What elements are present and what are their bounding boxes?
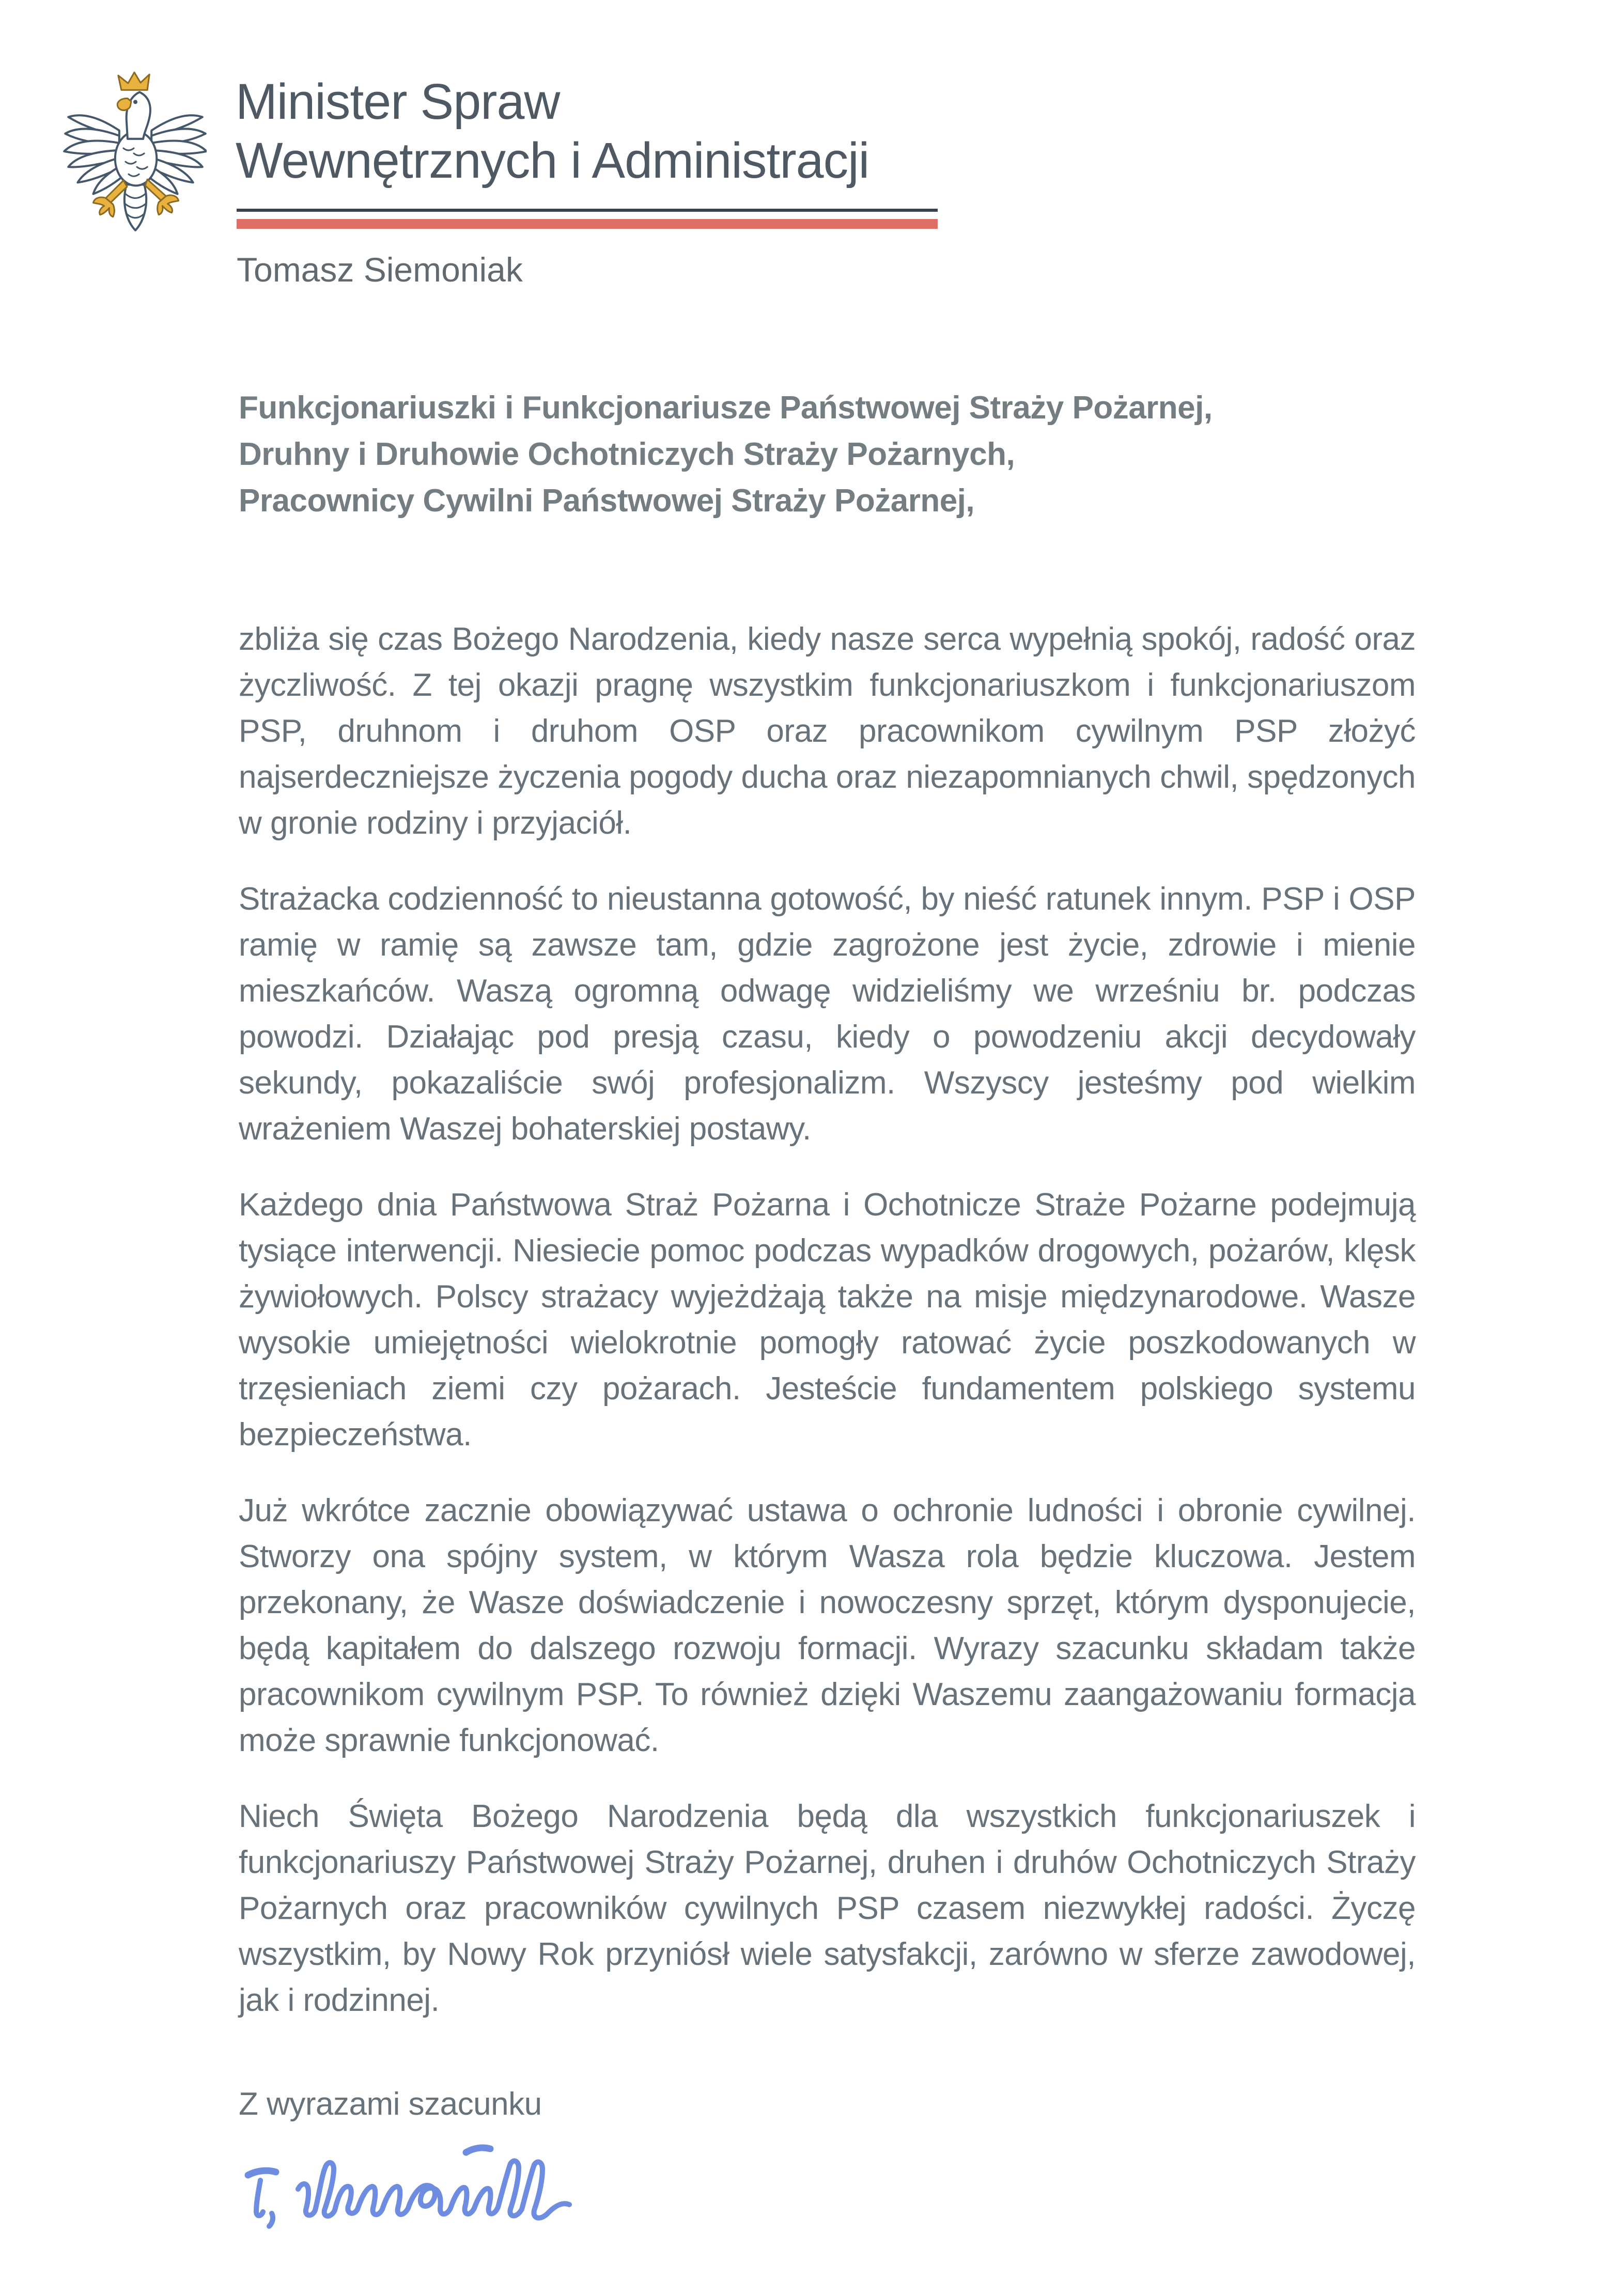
letter-paragraphs <box>239 616 1416 2023</box>
salutation-line: Druhny i Druhowie Ochotniczych Straży Pożarnych, <box>239 436 1015 472</box>
polish-eagle-coat-of-arms-icon <box>61 69 207 241</box>
paragraph: Każdego dnia Państwowa Straż Pożarna i Ochotnicze Straże Pożarne podejmują tysiące interwencji. Niesiecie pomoc podczas wypadków drogowych, pożarów, klęsk żywiołowych. Polscy strażacy wyjeżdżają także na misje międzynarodowe. Wasze wysokie umiejętności wielokrotnie pomogły ratować życie poszkodowanych w trzęsieniach ziemi czy pożarach. Jesteście fundamentem polskiego systemu bezpieczeństwa. <box>239 1187 1416 1452</box>
letter-body <box>239 385 1416 2233</box>
ministry-title-line-1: Minister Spraw <box>236 73 560 130</box>
ministry-title-line-2: Wewnętrznych i Administracji <box>236 132 869 189</box>
letterhead-rules <box>237 209 938 229</box>
salutation <box>239 385 1416 524</box>
paragraph: Już wkrótce zacznie obowiązywać ustawa o ochronie ludności i obronie cywilnej. Stworzy ona spójny system, w którym Wasza rola będzie kluczowa. Jestem przekonany, że Wasze doświadczenie i nowoczesny sprzęt, którym dysponujecie, będą kapitałem do dalszego rozwoju formacji. Wyrazy szacunku składam także pracownikom cywilnym PSP. To również dzięki Waszemu zaangażowaniu formacja może sprawnie funkcjonować. <box>239 1493 1416 1758</box>
salutation-line: Funkcjonariuszki i Funkcjonariusze Państwowej Straży Pożarnej, <box>239 390 1213 426</box>
paragraph: zbliża się czas Bożego Narodzenia, kiedy nasze serca wypełnią spokój, radość oraz życzliwość. Z tej okazji pragnę wszystkim funkcjonariuszkom i funkcjonariuszom PSP, druhnom i druhom OSP oraz pracownikom cywilnym PSP złożyć najserdeczniejsze życzenia pogody ducha oraz niezapomnianych chwil, spędzonych w gronie rodziny i przyjaciół. <box>239 621 1416 841</box>
ministry-title <box>236 72 869 190</box>
minister-name: Tomasz Siemoniak <box>237 251 523 289</box>
handwritten-signature-icon <box>239 2140 611 2233</box>
closing-valediction: Z wyrazami szacunku <box>239 2086 542 2122</box>
letterhead-rule-red <box>237 219 938 229</box>
letterhead-rule-dark <box>237 209 938 212</box>
paragraph: Strażacka codzienność to nieustanna gotowość, by nieść ratunek innym. PSP i OSP ramię w ramię są zawsze tam, gdzie zagrożone jest życie, zdrowie i mienie mieszkańców. Waszą ogromną odwagę widzieliśmy we wrześniu br. podczas powodzi. Działając pod presją czasu, kiedy o powodzeniu akcji decydowały sekundy, pokazaliście swój profesjonalizm. Wszyscy jesteśmy pod wielkim wrażeniem Waszej bohaterskiej postawy. <box>239 881 1416 1147</box>
salutation-line: Pracownicy Cywilni Państwowej Straży Pożarnej, <box>239 483 975 519</box>
paragraph: Niech Święta Bożego Narodzenia będą dla wszystkich funkcjonariuszek i funkcjonariuszy Państwowej Straży Pożarnej, druhen i druhów Ochotniczych Straży Pożarnych oraz pracowników cywilnych PSP czasem niezwykłej radości. Życzę wszystkim, by Nowy Rok przyniósł wiele satysfakcji, zarówno w sferze zawodowej, jak i rodzinnej. <box>239 1799 1416 2018</box>
